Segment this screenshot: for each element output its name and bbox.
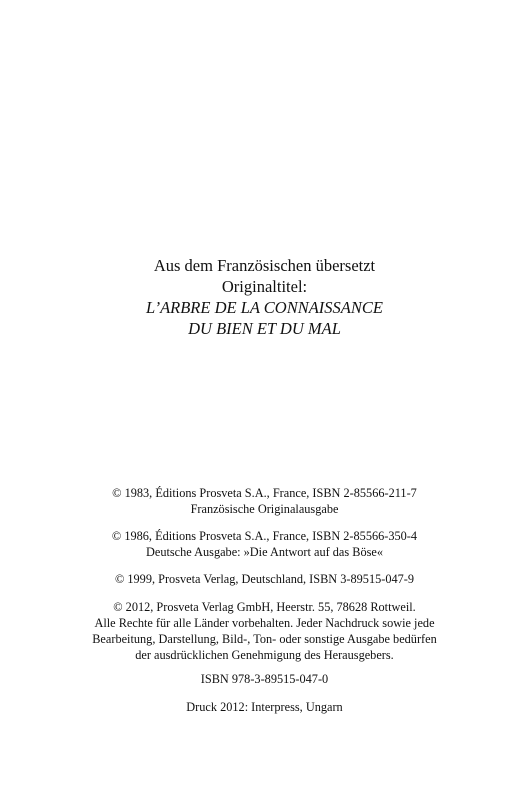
isbn-line: ISBN 978-3-89515-047-0 xyxy=(200,672,329,686)
isbn xyxy=(0,671,529,687)
copyright-line: © 1986, Éditions Prosveta S.A., France, ISBN 2-85566-350-4 xyxy=(111,529,418,543)
printing-line: Druck 2012: Interpress, Ungarn xyxy=(186,700,343,714)
rights-reserved-line: Bearbeitung, Darstellung, Bild-, Ton- oder sonstige Ausgabe bedürfen xyxy=(92,632,437,646)
copyright-1983 xyxy=(0,485,529,517)
rights-reserved-line: der ausdrücklichen Genehmigung des Herausgebers. xyxy=(135,648,394,662)
original-title-label: Originaltitel: xyxy=(221,277,308,296)
original-title-line-1: L’ARBRE DE LA CONNAISSANCE xyxy=(146,298,383,317)
copyright-2012 xyxy=(0,599,529,663)
original-title-line-2: DU BIEN ET DU MAL xyxy=(188,319,341,338)
printing-info xyxy=(0,699,529,715)
copyright-line: © 1999, Prosveta Verlag, Deutschland, ISBN 3-89515-047-9 xyxy=(114,572,415,586)
copyright-line: Französische Originalausgabe xyxy=(190,502,339,516)
copyright-line: © 1983, Éditions Prosveta S.A., France, ISBN 2-85566-211-7 xyxy=(112,486,417,500)
translation-note: Aus dem Französischen übersetzt xyxy=(153,256,376,275)
translation-info xyxy=(0,255,529,339)
copyright-line: © 2012, Prosveta Verlag GmbH, Heerstr. 55, 78628 Rottweil. xyxy=(113,600,416,614)
copyright-1999 xyxy=(0,571,529,587)
copyright-line: Deutsche Ausgabe: »Die Antwort auf das Böse« xyxy=(145,545,383,559)
rights-reserved-line: Alle Rechte für alle Länder vorbehalten. Jeder Nachdruck sowie jede xyxy=(94,616,435,630)
copyright-1986 xyxy=(0,528,529,560)
